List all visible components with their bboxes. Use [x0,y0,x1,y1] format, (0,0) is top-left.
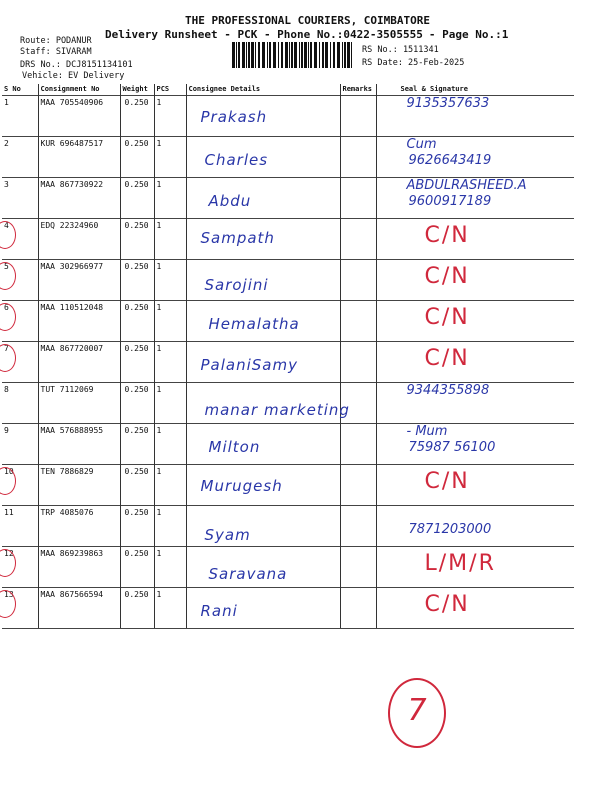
consignment-cell: TUT 7112069 [38,383,120,424]
signature-cell [376,301,574,342]
signature-cell [376,506,574,547]
sno-cell: 3 [2,178,38,219]
pcs-cell: 1 [154,137,186,178]
consignee-name: Milton [208,438,261,456]
signature-text: L/M/R [424,551,496,576]
table-row [2,342,574,383]
table-row [2,137,574,178]
sno-cell: 7 [2,342,38,383]
remarks-cell [340,260,376,301]
sno-cell: 5 [2,260,38,301]
sno-cell: 10 [2,465,38,506]
consignee-cell [186,178,340,219]
consignee-name: Murugesh [200,477,283,495]
remarks-cell [340,424,376,465]
weight-cell: 0.250 [120,547,154,588]
vehicle-label: Vehicle: EV Delivery [22,71,125,81]
consignment-cell: MAA 302966977 [38,260,120,301]
consignment-cell: EDQ 22324960 [38,219,120,260]
weight-cell: 0.250 [120,506,154,547]
pcs-cell: 1 [154,96,186,137]
col-pcs: PCS [154,84,186,96]
barcode [232,42,354,68]
table-row [2,424,574,465]
table-row [2,178,574,219]
col-sno: S No [4,85,21,93]
sno-cell: 8 [2,383,38,424]
table-row [2,506,574,547]
weight-cell: 0.250 [120,342,154,383]
consignee-name: Saravana [208,565,288,583]
signature-cell [376,547,574,588]
table-row [2,96,574,137]
pcs-cell: 1 [154,588,186,629]
consignee-cell [186,383,350,424]
company-title: THE PROFESSIONAL COURIERS, COIMBATORE [185,14,431,27]
consignee-name: Charles [204,151,269,169]
remarks-cell [340,465,376,506]
consignee-cell [186,137,340,178]
pcs-cell: 1 [154,301,186,342]
remarks-cell [340,219,376,260]
consignment-cell: MAA 867730922 [38,178,120,219]
consignee-cell [186,465,340,506]
remarks-cell [340,96,376,137]
remarks-cell [340,137,376,178]
signature-text: ABDULRASHEED.A [406,178,527,193]
signature-phone: 75987 56100 [408,440,496,455]
consignee-cell [186,588,340,629]
consignee-cell [186,301,340,342]
weight-cell: 0.250 [120,219,154,260]
consignment-cell: MAA 110512048 [38,301,120,342]
consignee-cell [186,96,340,137]
handwritten-count-mark: 7 [388,678,446,748]
consignment-cell: MAA 576888955 [38,424,120,465]
runsheet-table [2,84,574,629]
signature-text: C/N [424,469,470,494]
sno-cell: 4 [2,219,38,260]
subtitle-text: Delivery Runsheet - PCK - Phone No.:0422-3505555 [105,28,423,41]
sno-cell: 9 [2,424,38,465]
signature-cell [376,342,574,383]
consignment-cell: KUR 696487517 [38,137,120,178]
pcs-cell: 1 [154,424,186,465]
pcs-cell: 1 [154,506,186,547]
consignment-cell: MAA 867720007 [38,342,120,383]
consignee-name: Sampath [200,229,275,247]
table-row [2,588,574,629]
signature-text: C/N [424,592,470,617]
remarks-cell [340,342,376,383]
consignee-name: Sarojini [204,276,269,294]
remarks-cell [340,178,376,219]
consignee-cell [186,342,340,383]
table-row [2,383,574,424]
signature-cell [376,137,574,178]
remarks-cell [340,301,376,342]
sno-cell: 1 [2,96,38,137]
weight-cell: 0.250 [120,96,154,137]
consignee-name: Abdu [208,192,252,210]
signature-cell [376,219,574,260]
pcs-cell: 1 [154,219,186,260]
weight-cell: 0.250 [120,424,154,465]
consignee-cell [186,547,340,588]
consignee-name: PalaniSamy [200,356,298,374]
signature-text: C/N [424,305,470,330]
weight-cell: 0.250 [120,260,154,301]
col-seal-signature: Seal & Signature [376,84,574,96]
consignment-cell: TRP 4085076 [38,506,120,547]
signature-text: - Mum [406,424,448,439]
rs-number: RS No.: 1511341 [362,45,439,55]
consignee-name: manar marketing [204,401,350,419]
sno-cell: 12 [2,547,38,588]
signature-cell [376,383,574,424]
consignee-name: Syam [204,526,251,544]
weight-cell: 0.250 [120,588,154,629]
rs-date: RS Date: 25-Feb-2025 [362,58,465,68]
consignee-name: Hemalatha [208,315,300,333]
weight-cell: 0.250 [120,137,154,178]
signature-text: Cum [406,137,437,152]
sno-cell: 2 [2,137,38,178]
runsheet-subtitle [105,28,508,41]
signature-cell [376,96,574,137]
table-row [2,219,574,260]
page-number: - Page No.:1 [428,28,509,41]
signature-cell [376,465,574,506]
weight-cell: 0.250 [120,383,154,424]
table-row [2,301,574,342]
signature-text: C/N [424,264,470,289]
signature-text: C/N [424,346,470,371]
consignment-cell: TEN 7886829 [38,465,120,506]
signature-text: C/N [424,223,470,248]
weight-cell: 0.250 [120,178,154,219]
col-consignee: Consignee Details [186,84,340,96]
table-row [2,547,574,588]
col-weight: Weight [120,84,154,96]
signature-cell [376,260,574,301]
table-header-row [2,84,574,96]
signature-phone: 7871203000 [408,522,492,537]
table-row [2,465,574,506]
weight-cell: 0.250 [120,301,154,342]
consignment-cell: MAA 705540906 [38,96,120,137]
pcs-cell: 1 [154,383,186,424]
signature-text: 9135357633 [406,96,490,111]
pcs-cell: 1 [154,547,186,588]
signature-cell [376,178,574,219]
signature-cell [376,588,574,629]
consignee-cell [186,219,340,260]
signature-phone: 9626643419 [408,153,492,168]
remarks-cell [340,547,376,588]
staff-label: Staff: SIVARAM [20,47,92,57]
sno-cell: 6 [2,301,38,342]
consignee-cell [186,506,340,547]
col-remarks: Remarks [340,84,376,96]
consignee-cell [186,260,340,301]
pcs-cell: 1 [154,260,186,301]
signature-text: 9344355898 [406,383,490,398]
signature-cell [376,424,574,465]
consignee-name: Rani [200,602,238,620]
consignee-cell [186,424,340,465]
route-label: Route: PODANUR [20,36,92,46]
consignment-cell: MAA 867566594 [38,588,120,629]
weight-cell: 0.250 [120,465,154,506]
table-row [2,260,574,301]
consignee-name: Prakash [200,108,268,126]
pcs-cell: 1 [154,178,186,219]
consignment-cell: MAA 869239863 [38,547,120,588]
sno-cell: 11 [2,506,38,547]
drs-number: DRS No.: DCJ8151134101 [20,60,133,70]
sno-cell: 13 [2,588,38,629]
remarks-cell [340,506,376,547]
pcs-cell: 1 [154,342,186,383]
pcs-cell: 1 [154,465,186,506]
signature-phone: 9600917189 [408,194,492,209]
col-consignment: Consignment No [38,84,120,96]
remarks-cell [340,588,376,629]
